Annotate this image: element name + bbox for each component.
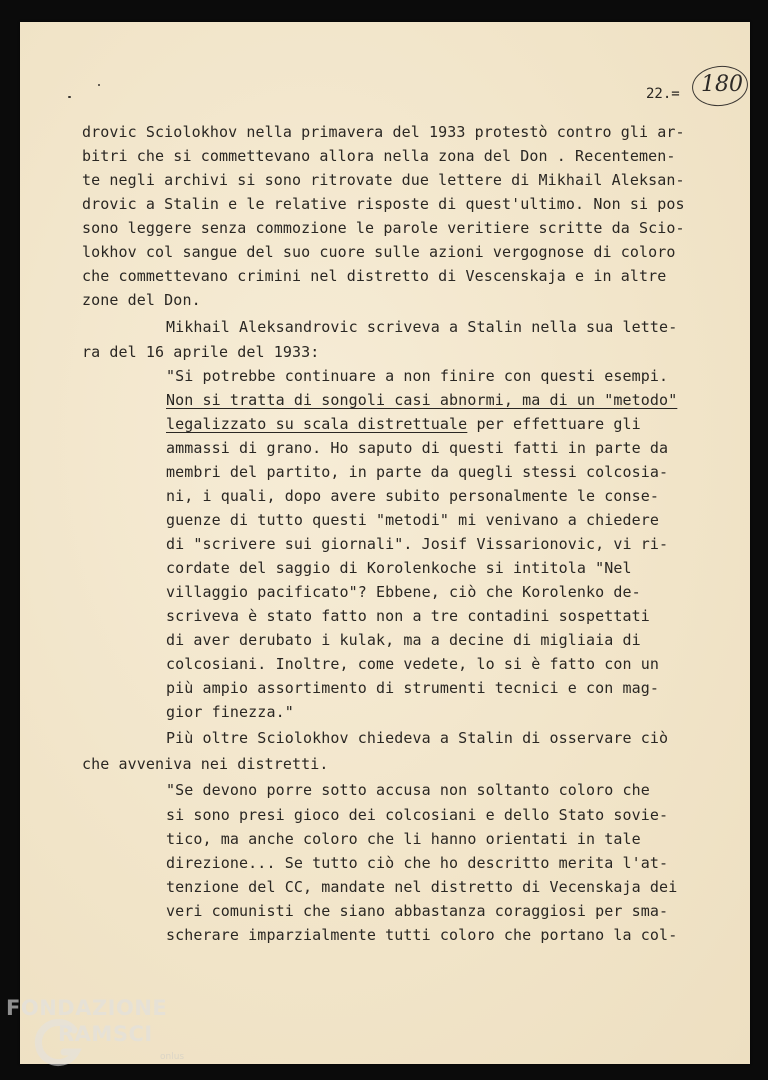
text-line: "Se devono porre sotto accusa non soltanto coloro che	[166, 781, 650, 799]
text-line: "Si potrebbe continuare a non finire con questi esempi.	[166, 367, 669, 385]
text-line: ra del 16 aprile del 1933:	[82, 343, 320, 361]
text-line: tico, ma anche coloro che li hanno orientati in tale	[166, 830, 641, 848]
watermark-onlus: onlus	[160, 1052, 185, 1062]
text-line: si sono presi gioco dei colcosiani e dello Stato sovie-	[166, 806, 669, 824]
text-line: bitri che si commettevano allora nella zona del Don . Recentemen-	[82, 147, 676, 165]
text-line: zone del Don.	[82, 291, 201, 309]
text-line: scherare imparzialmente tutti coloro che portano la col-	[166, 926, 678, 944]
text-line: membri del partito, in parte da quegli stessi colcosia-	[166, 463, 669, 481]
text-line: ammassi di grano. Ho saputo di questi fatti in parte da	[166, 439, 669, 457]
text-line: ni, i quali, dopo avere subito personalmente le conse-	[166, 487, 660, 505]
text-segment: per effettuare gli	[467, 415, 641, 433]
text-line: drovic Sciolokhov nella primavera del 1933 protestò contro gli ar-	[82, 123, 685, 141]
text-line: Più oltre Sciolokhov chiedeva a Stalin di osservare ciò	[166, 729, 669, 747]
handwritten-page-number: 180	[701, 72, 743, 97]
text-line: sono leggere senza commozione le parole veritiere scritte da Scio-	[82, 219, 685, 237]
text-line: tenzione del CC, mandate nel distretto di Vecenskaja dei	[166, 878, 678, 896]
text-line: che avveniva nei distretti.	[82, 755, 329, 773]
text-line: Mikhail Aleksandrovic scriveva a Stalin nella sua lette-	[166, 318, 678, 336]
ink-speck	[68, 96, 71, 98]
text-line: drovic a Stalin e le relative risposte di quest'ultimo. Non si pos	[82, 195, 685, 213]
text-line: di "scrivere sui giornali". Josif Vissarionovic, vi ri-	[166, 535, 669, 553]
text-line: te negli archivi si sono ritrovate due lettere di Mikhail Aleksan-	[82, 171, 685, 189]
text-line: lokhov col sangue del suo cuore sulle azioni vergognose di coloro	[82, 243, 676, 261]
watermark-subtitle: RAMSCI	[58, 1022, 153, 1046]
ink-speck	[98, 84, 100, 86]
text-line: direzione... Se tutto ciò che ho descritto merita l'at-	[166, 854, 669, 872]
text-line: che commettevano crimini nel distretto di Vescenskaja e in altre	[82, 267, 667, 285]
text-line: più ampio assortimento di strumenti tecnici e con mag-	[166, 679, 660, 697]
text-line: villaggio pacificato"? Ebbene, ciò che Korolenko de-	[166, 583, 641, 601]
underlined-text-segment: legalizzato su scala distrettuale	[166, 415, 468, 433]
page-number: 22.=	[646, 86, 680, 102]
text-line: colcosiani. Inoltre, come vedete, lo si è fatto con un	[166, 655, 660, 673]
text-line: guenze di tutto questi "metodi" mi venivano a chiedere	[166, 511, 660, 529]
text-line: scriveva è stato fatto non a tre contadini sospettati	[166, 607, 650, 625]
typewritten-page	[20, 22, 750, 1064]
text-line: veri comunisti che siano abbastanza coraggiosi per sma-	[166, 902, 669, 920]
underlined-text-line: Non si tratta di songoli casi abnormi, ma di un "metodo"	[166, 391, 678, 409]
text-line: di aver derubato i kulak, ma a decine di migliaia di	[166, 631, 641, 649]
text-line-composite	[166, 412, 641, 436]
text-line: cordate del saggio di Korolenkoche si intitola "Nel	[166, 559, 632, 577]
watermark-title: FONDAZIONE	[6, 996, 168, 1020]
fondazione-gramsci-watermark	[6, 996, 206, 1076]
text-line: gior finezza."	[166, 703, 294, 721]
